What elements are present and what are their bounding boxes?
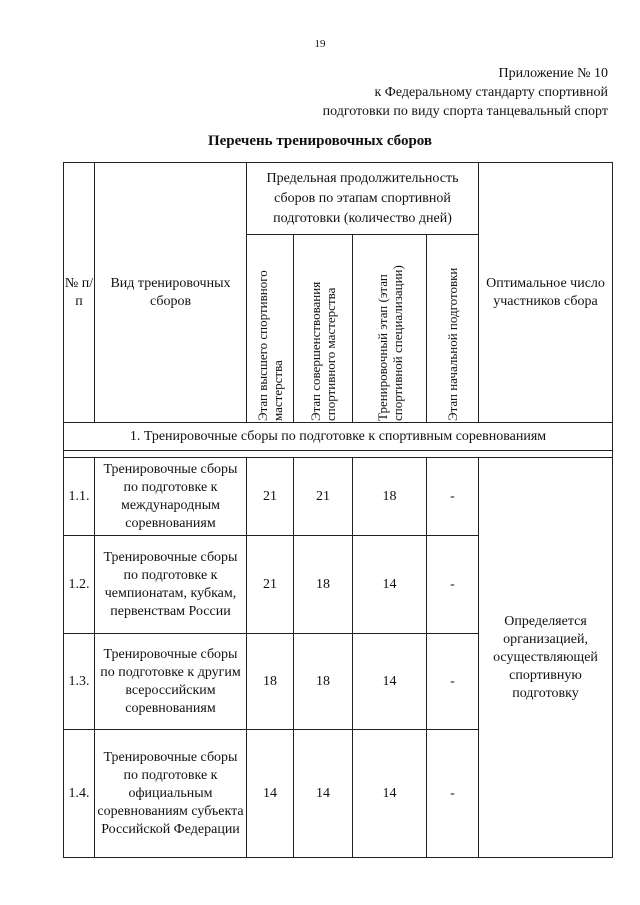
table-row: [64, 458, 613, 536]
header-stage-initial: Этап начальной подготовки: [427, 235, 479, 423]
row-value-training: 14: [353, 536, 427, 634]
header-stage-higher: Этап высшего спортивного мастерства: [247, 235, 294, 423]
row-number: 1.1.: [64, 458, 95, 536]
row-value-improvement: 18: [294, 536, 353, 634]
section-spacer: [64, 451, 613, 458]
section-heading: 1. Тренировочные сборы по подготовке к спортивным соревнованиям: [64, 423, 613, 451]
row-number: 1.3.: [64, 634, 95, 730]
row-kind: Тренировочные сборы по подготовке к чемпионатам, кубкам, первенствам России: [95, 536, 247, 634]
appendix-line-3: подготовки по виду спорта танцевальный спорт: [322, 104, 608, 119]
page-number: 19: [314, 38, 326, 50]
header-duration: Предельная продолжительность сборов по этапам спортивной подготовки (количество дней): [247, 163, 479, 235]
row-value-training: 14: [353, 634, 427, 730]
row-value-improvement: 18: [294, 634, 353, 730]
appendix-line-2: к Федеральному стандарту спортивной: [374, 85, 608, 100]
header-kind: Вид тренировочных сборов: [95, 163, 247, 423]
header-stage-improvement: Этап совершенствования спортивного мастерства: [294, 235, 353, 423]
row-value-initial: -: [427, 458, 479, 536]
row-value-training: 14: [353, 730, 427, 858]
row-value-higher: 21: [247, 536, 294, 634]
row-value-initial: -: [427, 634, 479, 730]
document-title: Перечень тренировочных сборов: [207, 133, 433, 149]
row-kind: Тренировочные сборы по подготовке к другим всероссийским соревнованиям: [95, 634, 247, 730]
training-camps-table: [63, 162, 613, 858]
appendix-header: [188, 64, 608, 121]
row-value-improvement: 21: [294, 458, 353, 536]
row-number: 1.4.: [64, 730, 95, 858]
row-kind: Тренировочные сборы по подготовке к официальным соревнованиям субъекта Российской Федерации: [95, 730, 247, 858]
row-kind: Тренировочные сборы по подготовке к международным соревнованиям: [95, 458, 247, 536]
row-number: 1.2.: [64, 536, 95, 634]
row-value-initial: -: [427, 536, 479, 634]
header-optimal: Оптимальное число участников сбора: [479, 163, 613, 423]
optimal-value: Определяется организацией, осуществляющей спортивную подготовку: [479, 458, 613, 858]
row-value-improvement: 14: [294, 730, 353, 858]
row-value-higher: 21: [247, 458, 294, 536]
row-value-initial: -: [427, 730, 479, 858]
header-number: № п/п: [64, 163, 95, 423]
appendix-line-1: Приложение № 10: [498, 66, 608, 81]
row-value-training: 18: [353, 458, 427, 536]
row-value-higher: 14: [247, 730, 294, 858]
header-stage-training: Тренировочный этап (этап спортивной специализации): [353, 235, 427, 423]
row-value-higher: 18: [247, 634, 294, 730]
